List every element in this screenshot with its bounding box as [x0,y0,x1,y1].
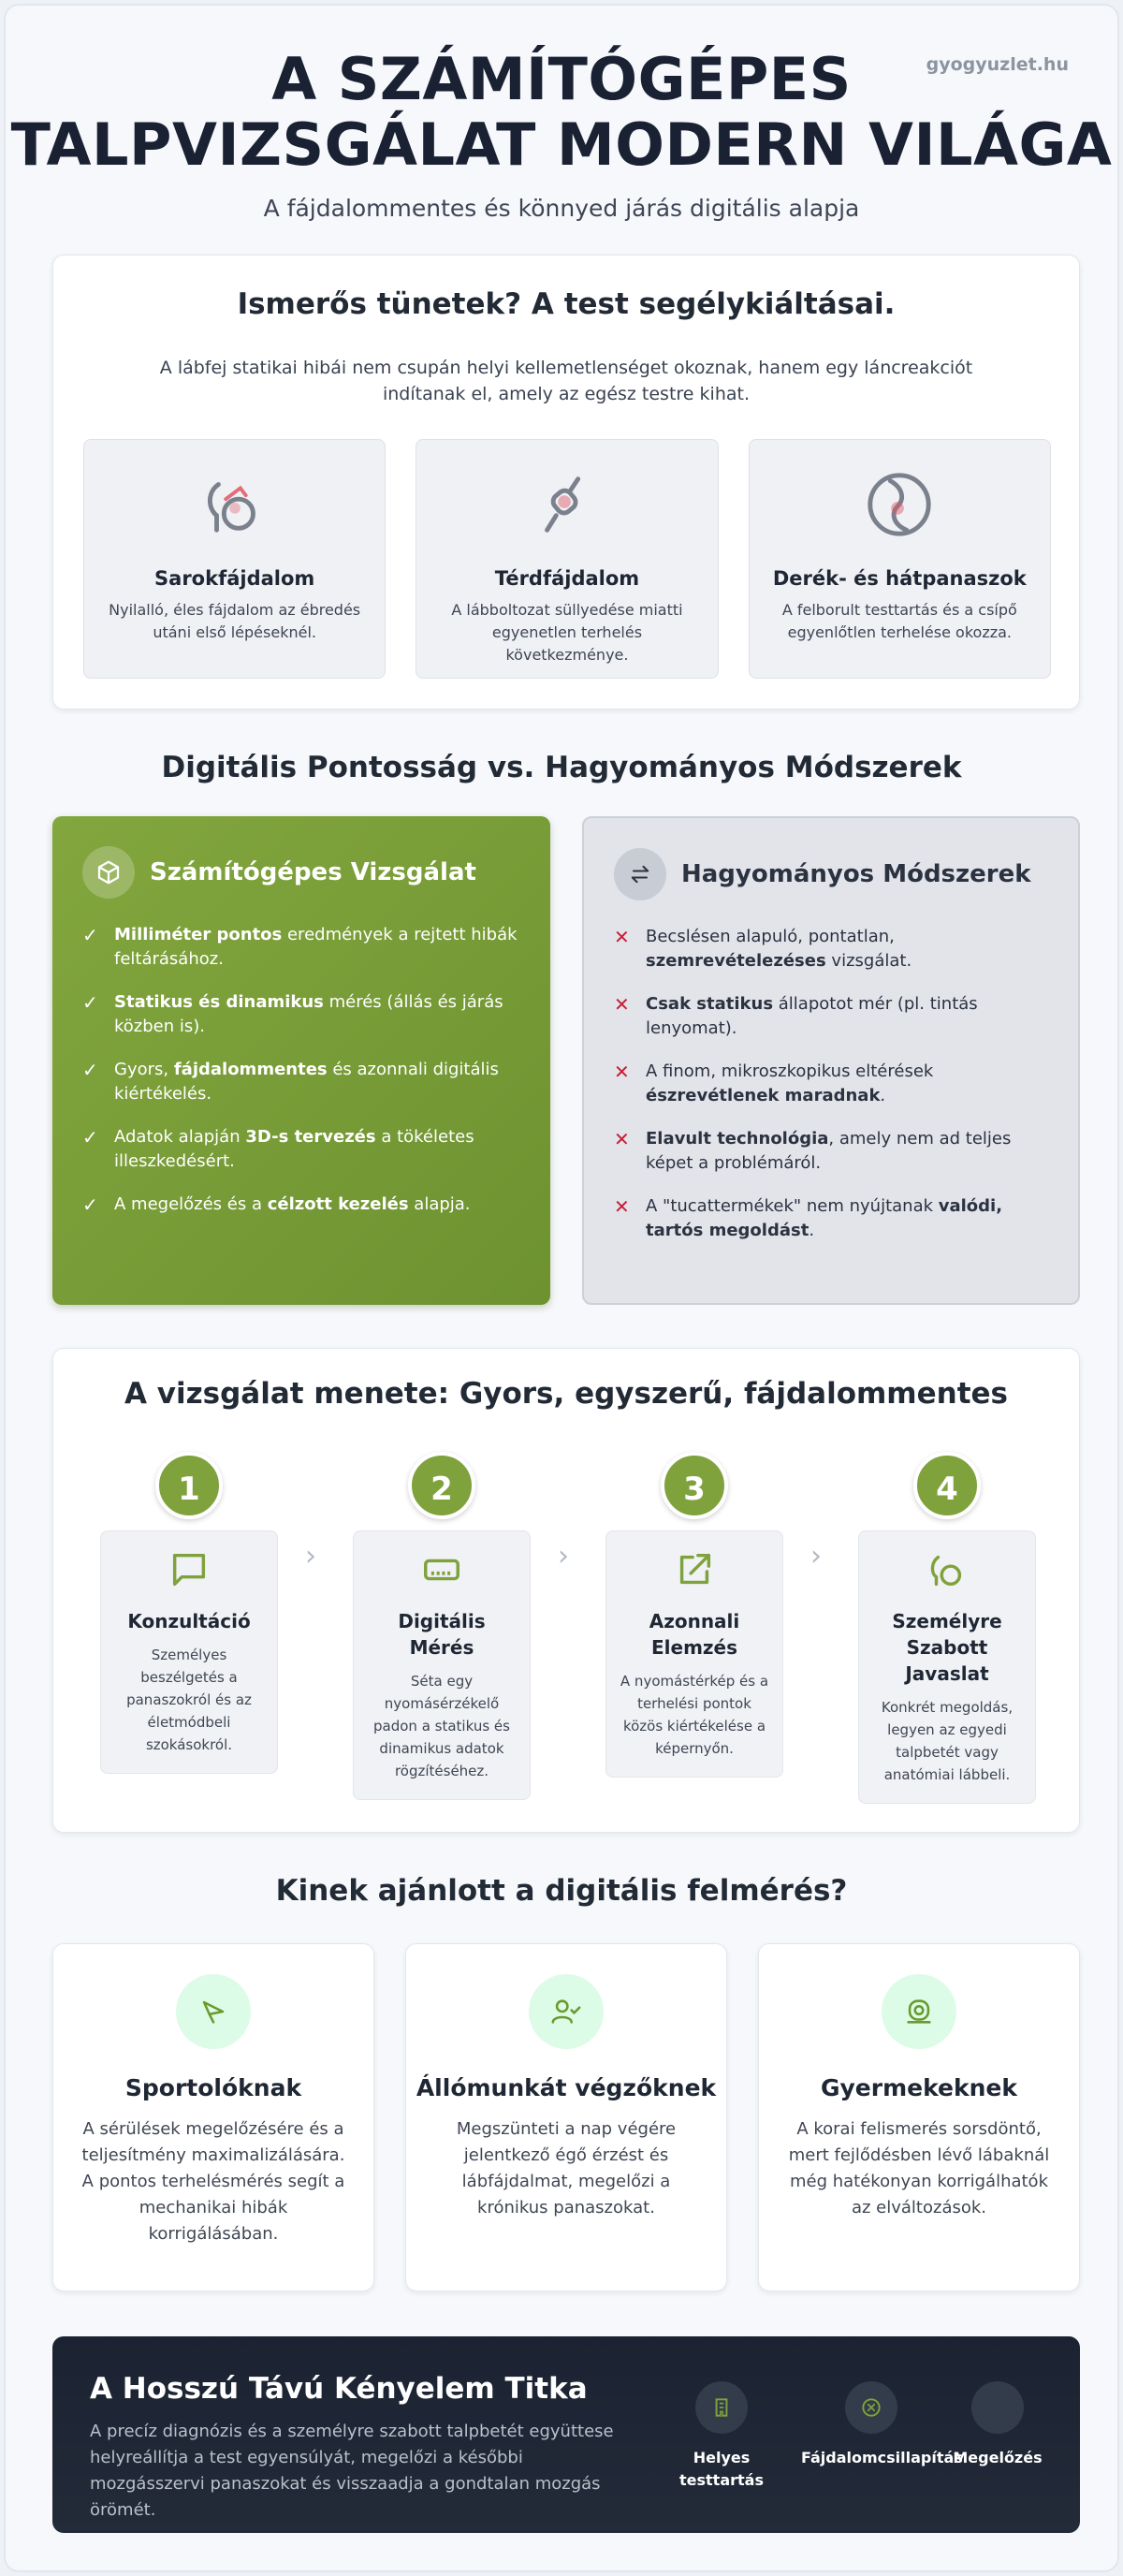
page-title [6,47,1117,178]
symptom-title: Térdfájdalom [494,567,640,590]
benefit-prevention [927,2381,1068,2469]
cross-icon: ✕ [614,1061,630,1083]
cross-icon: ✕ [614,926,630,948]
list-item: ✓ A megelőzés és a célzott kezelés alapja. [82,1193,471,1216]
building-icon [695,2381,748,2434]
list-item: ✓ Adatok alapján 3D-s tervezés a tökéletes illeszkedésért. [82,1126,474,1171]
title-line-1: A SZÁMÍTÓGÉPES [271,45,852,113]
heel-icon [198,468,271,541]
step-text: Séta egy nyomásérzékelő padon a statikus és dinamikus adatok rögzítéséhez. [373,1673,510,1779]
compare-title: Digitális Pontosság vs. Hagyományos Módszerek [161,751,962,784]
step-title: Digitális Mérés [398,1610,486,1659]
list-item: ✓ Gyors, fájdalommentes és azonnali digitális kiértékelés. [82,1059,499,1104]
audience-text: A korai felismerés sorsdöntő, mert fejlődésben lévő lábaknál még hatékonyan korrigálhatók az elváltozások. [788,2119,1050,2217]
symptom-card-back [749,439,1051,679]
benefit-posture [651,2381,792,2492]
audience-card-children [758,1943,1080,2291]
symptom-text: A lábboltozat süllyedése miatti egyenetlen terhelés következménye. [451,601,683,664]
audience-title-text: Állómunkát végzőknek [416,2074,717,2101]
audience-card-athletes [52,1943,374,2291]
process-section [52,1348,1080,1833]
custom-insole-icon [926,1548,969,1591]
benefit-label: Helyes testtartás [679,2449,764,2489]
symptom-card-heel [83,439,386,679]
step-number: 4 [913,1452,981,1519]
audience-card-standing-workers [405,1943,727,2291]
infographic-page [4,4,1119,2572]
symptom-title: Derék- és hátpanaszok [772,567,1027,590]
audience-title-text: Sportolóknak [124,2074,302,2101]
process-step-3 [605,1452,783,1778]
check-icon: ✓ [82,1193,98,1216]
check-icon: ✓ [82,991,98,1014]
list-item: ✕ Elavult technológia, amely nem ad teljes képet a problémáról. [614,1128,1012,1173]
step-number: 2 [408,1452,475,1519]
step-text: Személyes beszélgetés a panaszokról és az életmódbeli szokásokról. [126,1647,252,1753]
external-link-icon [673,1548,716,1591]
symptom-text: A felborult testtartás és a csípő egyenlőtlen terhelése okozza. [781,601,1017,641]
hero [6,47,1117,222]
symptom-text: Nyilalló, éles fájdalom az ébredés utáni első lépéseknél. [109,601,361,641]
page-subtitle: A fájdalommentes és könnyed járás digitális alapja [263,195,860,222]
arrow-right-icon: › [558,1540,569,1573]
list-item: ✓ Milliméter pontos eredmények a rejtett hibák feltárásához. [82,924,518,969]
step-text: Konkrét megoldás, legyen az egyedi talpbetét vagy anatómiai lábbeli. [881,1699,1014,1783]
paper-plane-icon [176,1974,251,2049]
step-title: Konzultáció [127,1610,251,1632]
audience-title: Kinek ajánlott a digitális felmérés? [275,1874,848,1908]
step-title: Személyre Szabott Javaslat [892,1610,1002,1685]
digital-method-panel [52,816,550,1305]
check-icon: ✓ [82,924,98,946]
swap-arrows-icon [614,848,666,900]
classic-drawback-list [614,925,1054,1262]
process-step-2 [353,1452,531,1800]
digital-benefit-list [82,923,522,1236]
knee-joint-icon [531,468,604,541]
step-text: A nyomástérkép és a terhelési pontok közös kiértékelése a képernyőn. [620,1673,769,1757]
audience-title-text: Gyermekeknek [820,2074,1018,2101]
audience-text: A sérülések megelőzésére és a teljesítmény maximalizálására. A pontos terhelésmérés segít a mechanikai hibák korrigálásában. [81,2119,345,2244]
benefit-pain-relief [801,2381,963,2469]
list-item: ✕ A finom, mikroszkopikus eltérések észrevétlenek maradnak. [614,1061,934,1105]
cross-icon: ✕ [614,1128,630,1150]
step-title: Azonnali Elemzés [649,1610,740,1659]
list-item: ✕ Becslésen alapuló, pontatlan, szemrevételezéses vizsgálat. [614,926,912,971]
arrow-right-icon: › [810,1540,822,1573]
benefit-label: Megelőzés [953,2449,1043,2466]
arrow-right-icon: › [305,1540,316,1573]
symptoms-title: Ismerős tünetek? A test segélykiáltásai. [237,287,896,321]
box-icon [82,846,135,899]
step-number: 1 [155,1452,223,1519]
target-icon [845,2381,897,2434]
check-icon: ✓ [82,1126,98,1149]
list-item: ✕ A "tucattermékek" nem nyújtanak valódi, tartós megoldást. [614,1195,1003,1240]
cross-icon: ✕ [614,1195,630,1218]
list-item: ✓ Statikus és dinamikus mérés (állás és járás közben is). [82,991,503,1036]
cross-icon: ✕ [614,993,630,1016]
user-check-icon [529,1974,604,2049]
pressure-plate-icon [420,1548,463,1591]
chat-bubble-icon [168,1548,211,1591]
process-step-4 [858,1452,1036,1804]
symptom-title: Sarokfájdalom [154,567,315,590]
check-icon: ✓ [82,1059,98,1081]
symptoms-intro: A lábfej statikai hibái nem csupán helyi kellemetlenséget okoznak, hanem egy láncreakciót indítanak el, amely az egész testre kihat. [159,358,973,404]
circle-icon [971,2381,1024,2434]
summary-text: A precíz diagnózis és a személyre szabott talpbetét együttese helyreállítja a test egyensúlyát, megelőzi a későbbi mozgásszervi panaszokat és visszaadja a gondtalan mozgás örömét. [90,2422,614,2520]
child-face-icon [882,1974,956,2049]
symptom-card-knee [416,439,718,679]
process-step-1 [100,1452,278,1774]
summary-banner [52,2336,1080,2533]
audience-text: Megszünteti a nap végére jelentkező égő érzést és lábfájdalmat, megelőzi a krónikus panaszokat. [456,2119,677,2217]
classic-title: Hagyományos Módszerek [681,860,1031,888]
process-title: A vizsgálat menete: Gyors, egyszerű, fájdalommentes [124,1377,1009,1411]
site-domain: gyogyuzlet.hu [926,54,1069,75]
list-item: ✕ Csak statikus állapotot mér (pl. tintás lenyomat). [614,993,978,1038]
step-number: 3 [661,1452,728,1519]
benefit-label: Fájdalomcsillapítás [801,2449,963,2466]
symptoms-section [52,255,1080,710]
spine-icon [863,468,936,541]
digital-title: Számítógépes Vizsgálat [150,858,476,886]
summary-title: A Hosszú Távú Kényelem Titka [90,2372,588,2406]
classic-method-panel [582,816,1080,1305]
title-line-2: TALPVIZSGÁLAT MODERN VILÁGA [10,110,1113,179]
